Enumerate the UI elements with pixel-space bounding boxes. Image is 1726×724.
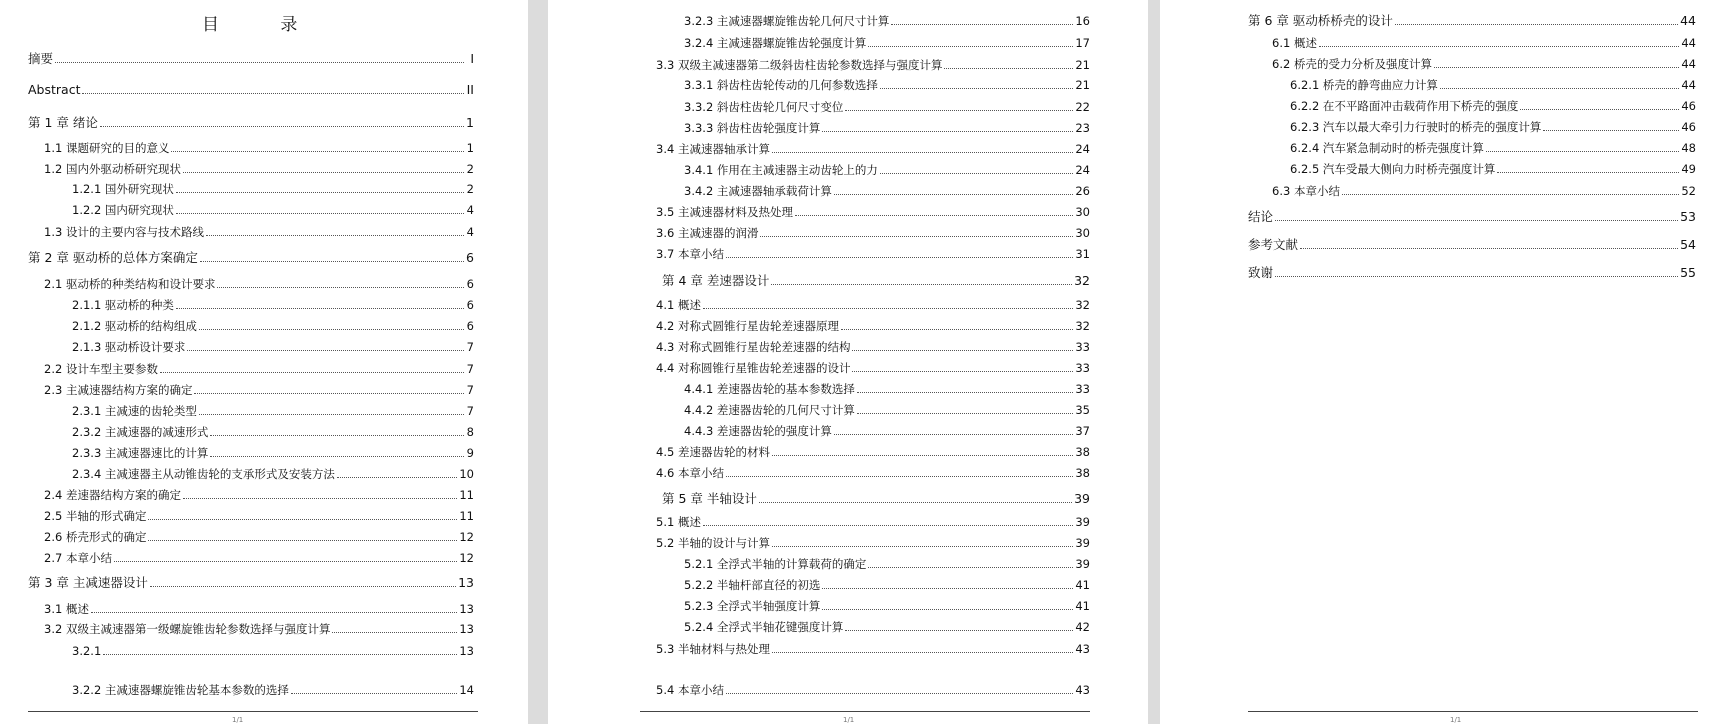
dot-leader — [210, 456, 464, 457]
toc-entry-page-number: 26 — [1075, 184, 1090, 198]
toc-entry-title: 3.3.3 斜齿柱齿轮强度计算 — [684, 121, 821, 135]
toc-entry-title: 6.3 本章小结 — [1272, 184, 1340, 198]
toc-entry[interactable] — [28, 114, 474, 132]
toc-entry-page-number: 9 — [466, 446, 474, 460]
toc-entry-page-number: I — [470, 51, 474, 66]
dot-leader — [944, 68, 1073, 69]
dot-leader — [199, 329, 464, 330]
dot-leader — [176, 192, 464, 193]
page-bottom-rule — [1248, 711, 1698, 712]
dot-leader — [880, 88, 1073, 89]
dot-leader — [822, 609, 1073, 610]
toc-entry-page-number: 7 — [466, 404, 474, 418]
toc-entry-page-number: 32 — [1075, 319, 1090, 333]
toc-entry[interactable] — [1248, 12, 1696, 30]
toc-entry-title: 6.2.5 汽车受最大侧向力时桥壳强度计算 — [1290, 162, 1496, 176]
toc-entry-page-number: 23 — [1075, 121, 1090, 135]
toc-entry-page-number: 38 — [1075, 466, 1090, 480]
toc-entry-title: 第 6 章 驱动桥桥壳的设计 — [1248, 13, 1393, 28]
toc-entry[interactable] — [1290, 118, 1696, 136]
toc-entry-page-number: 7 — [466, 362, 474, 376]
dot-leader — [841, 329, 1073, 330]
dot-leader — [200, 261, 464, 262]
toc-entry[interactable] — [44, 507, 474, 525]
toc-page-1 — [0, 0, 528, 724]
toc-entry-page-number: 43 — [1075, 683, 1090, 697]
toc-entry[interactable] — [684, 597, 1090, 615]
toc-entry-page-number: 13 — [459, 644, 474, 658]
dot-leader — [772, 152, 1073, 153]
toc-entry-page-number: 42 — [1075, 620, 1090, 634]
toc-entry-title: 3.2.3 主减速器螺旋锥齿轮几何尺寸计算 — [684, 14, 890, 28]
toc-entry-page-number: 39 — [1075, 536, 1090, 550]
dot-leader — [199, 414, 464, 415]
toc-entry-title: 2.3.1 主减速的齿轮类型 — [72, 404, 197, 418]
toc-entry[interactable] — [44, 600, 474, 618]
toc-entry-page-number: 46 — [1681, 99, 1696, 113]
toc-entry[interactable] — [28, 574, 474, 592]
toc-entry[interactable] — [1290, 76, 1696, 94]
toc-entry[interactable] — [656, 681, 1090, 699]
dot-leader — [1440, 88, 1679, 89]
dot-leader — [1520, 109, 1679, 110]
toc-entry[interactable] — [684, 422, 1090, 440]
dot-leader — [845, 110, 1073, 111]
toc-entry[interactable] — [684, 34, 1090, 52]
toc-entry-title: 4.1 概述 — [656, 298, 701, 312]
toc-entry-title: 3.3.2 斜齿柱齿轮几何尺寸变位 — [684, 100, 844, 114]
toc-entry[interactable] — [72, 423, 474, 441]
dot-leader — [1275, 220, 1678, 221]
dot-leader — [217, 287, 464, 288]
toc-entry[interactable] — [656, 640, 1090, 658]
dot-leader — [852, 371, 1073, 372]
dot-leader — [760, 236, 1073, 237]
toc-entry-title: 6.1 概述 — [1272, 36, 1317, 50]
toc-entry[interactable] — [1248, 264, 1696, 282]
dot-leader — [834, 434, 1073, 435]
toc-entry-title: 1.2.2 国内研究现状 — [72, 203, 174, 217]
dot-leader — [1275, 276, 1678, 277]
toc-entry-page-number: 6 — [466, 277, 474, 291]
dot-leader — [171, 151, 464, 152]
toc-entry-page-number: 2 — [466, 182, 474, 196]
toc-entry-title: 4.5 差速器齿轮的材料 — [656, 445, 770, 459]
toc-entry-title: 3.4.1 作用在主减速器主动齿轮上的力 — [684, 163, 878, 177]
toc-entry-page-number: 30 — [1075, 226, 1090, 240]
toc-entry[interactable] — [44, 549, 474, 567]
toc-entry-title: 3.4 主减速器轴承计算 — [656, 142, 770, 156]
toc-entry-page-number: 44 — [1681, 78, 1696, 92]
toc-page-2 — [548, 0, 1148, 724]
toc-entry-title: 3.6 主减速器的润滑 — [656, 226, 759, 240]
dot-leader — [114, 561, 457, 562]
toc-entry-title: 2.2 设计车型主要参数 — [44, 362, 158, 376]
page-footer: 1/1 — [843, 716, 855, 724]
dot-leader — [703, 525, 1073, 526]
toc-entry-page-number: 13 — [459, 602, 474, 616]
toc-entry[interactable] — [684, 618, 1090, 636]
toc-entry-title: 6.2.3 汽车以最大牵引力行驶时的桥壳的强度计算 — [1290, 120, 1542, 134]
dot-leader — [795, 215, 1073, 216]
toc-entry[interactable] — [656, 140, 1090, 158]
toc-entry-page-number: 12 — [459, 530, 474, 544]
toc-entry-page-number: 44 — [1681, 57, 1696, 71]
toc-entry-page-number: 14 — [459, 683, 474, 697]
toc-entry-title: 1.2 国内外驱动桥研究现状 — [44, 162, 181, 176]
dot-leader — [176, 308, 464, 309]
toc-entry-title: 2.1.1 驱动桥的种类 — [72, 298, 174, 312]
toc-entry[interactable] — [1248, 236, 1696, 254]
toc-entry-title: 结论 — [1248, 209, 1274, 224]
toc-entry-title: 1.2.1 国外研究现状 — [72, 182, 174, 196]
toc-entry[interactable] — [656, 224, 1090, 242]
dot-leader — [103, 654, 457, 655]
toc-entry-page-number: 13 — [459, 622, 474, 636]
toc-entry[interactable] — [44, 528, 474, 546]
toc-entry[interactable] — [72, 317, 474, 335]
toc-entry-title: 2.1 驱动桥的种类结构和设计要求 — [44, 277, 216, 291]
toc-entry-page-number: 1 — [466, 141, 474, 155]
toc-entry-title: 3.2.4 主减速器螺旋锥齿轮强度计算 — [684, 36, 867, 50]
toc-entry-title: Abstract — [28, 82, 81, 97]
toc-entry-title: 摘要 — [28, 51, 54, 66]
toc-entry[interactable] — [656, 443, 1090, 461]
toc-entry[interactable] — [656, 534, 1090, 552]
toc-entry[interactable] — [72, 201, 474, 219]
toc-entry[interactable] — [1272, 34, 1696, 52]
toc-entry-title: 1.1 课题研究的目的意义 — [44, 141, 170, 155]
toc-entry-page-number: 54 — [1680, 237, 1696, 252]
toc-entry-title: 5.2.2 半轴杆部直径的初选 — [684, 578, 821, 592]
toc-entry[interactable] — [72, 402, 474, 420]
toc-entry-page-number: 33 — [1075, 340, 1090, 354]
toc-entry-title: 4.6 本章小结 — [656, 466, 724, 480]
toc-entry-title: 4.3 对称式圆锥行星齿轮差速器的结构 — [656, 340, 851, 354]
toc-entry-title: 第 5 章 半轴设计 — [662, 491, 757, 506]
dot-leader — [337, 477, 457, 478]
toc-entry[interactable] — [1290, 97, 1696, 115]
toc-entry-page-number: 24 — [1075, 163, 1090, 177]
toc-entry-page-number: 21 — [1075, 58, 1090, 72]
page-footer: 1/1 — [1450, 716, 1462, 724]
toc-entry-page-number: 37 — [1075, 424, 1090, 438]
toc-entry-page-number: 16 — [1075, 14, 1090, 28]
dot-leader — [55, 62, 464, 63]
dot-leader — [857, 392, 1073, 393]
toc-entry-title: 5.2.4 全浮式半轴花键强度计算 — [684, 620, 844, 634]
toc-entry-title: 6.2.2 在不平路面冲击载荷作用下桥壳的强度 — [1290, 99, 1519, 113]
toc-entry-page-number: 52 — [1681, 184, 1696, 198]
toc-entry-title: 3.4.2 主减速器轴承载荷计算 — [684, 184, 832, 198]
dot-leader — [148, 540, 457, 541]
dot-leader — [822, 131, 1073, 132]
toc-entry[interactable] — [684, 401, 1090, 419]
toc-entry-title: 4.4.1 差速器齿轮的基本参数选择 — [684, 382, 855, 396]
toc-entry[interactable] — [44, 486, 474, 504]
dot-leader — [772, 652, 1073, 653]
toc-entry-title: 6.2.1 桥壳的静弯曲应力计算 — [1290, 78, 1438, 92]
dot-leader — [148, 519, 457, 520]
toc-entry[interactable] — [28, 50, 474, 68]
toc-entry-page-number: 1 — [466, 115, 474, 130]
toc-entry-title: 2.3.2 主减速器的减速形式 — [72, 425, 209, 439]
toc-entry[interactable] — [72, 681, 474, 699]
toc-entry-title: 2.7 本章小结 — [44, 551, 112, 565]
toc-entry-page-number: 46 — [1681, 120, 1696, 134]
toc-entry[interactable] — [656, 513, 1090, 531]
toc-entry[interactable] — [44, 139, 474, 157]
toc-page-3 — [1160, 0, 1726, 724]
dot-leader — [82, 93, 464, 94]
dot-leader — [187, 350, 464, 351]
dot-leader — [1486, 151, 1679, 152]
toc-entry-title: 5.1 概述 — [656, 515, 701, 529]
toc-entry-page-number: 2 — [466, 162, 474, 176]
toc-entry[interactable] — [656, 245, 1090, 263]
toc-entry[interactable] — [662, 490, 1090, 508]
toc-entry-page-number: 13 — [458, 575, 474, 590]
toc-entry[interactable] — [1290, 139, 1696, 157]
toc-entry-page-number: 4 — [466, 203, 474, 217]
toc-entry[interactable] — [662, 272, 1090, 290]
toc-entry-title: 2.1.2 驱动桥的结构组成 — [72, 319, 197, 333]
toc-entry-title: 第 4 章 差速器设计 — [662, 273, 770, 288]
toc-entry[interactable] — [72, 465, 474, 483]
toc-entry[interactable] — [28, 81, 474, 99]
toc-entry-page-number: 24 — [1075, 142, 1090, 156]
toc-entry-title: 1.3 设计的主要内容与技术路线 — [44, 225, 204, 239]
toc-entry[interactable] — [72, 180, 474, 198]
toc-entry-title: 4.4 对称圆锥行星锥齿轮差速器的设计 — [656, 361, 851, 375]
dot-leader — [210, 435, 464, 436]
dot-leader — [726, 476, 1073, 477]
toc-entry[interactable] — [684, 182, 1090, 200]
toc-entry-page-number: 11 — [459, 509, 474, 523]
dot-leader — [1543, 130, 1679, 131]
toc-entry-title: 第 1 章 绪论 — [28, 115, 98, 130]
toc-entry-title: 3.3.1 斜齿柱齿轮传动的几何参数选择 — [684, 78, 878, 92]
toc-entry-page-number: 55 — [1680, 265, 1696, 280]
toc-entry-title: 4.4.2 差速器齿轮的几何尺寸计算 — [684, 403, 855, 417]
toc-entry-title: 3.1 概述 — [44, 602, 89, 616]
toc-entry[interactable] — [72, 296, 474, 314]
toc-entry-title: 5.4 本章小结 — [656, 683, 724, 697]
toc-entry-page-number: 17 — [1075, 36, 1090, 50]
page-bottom-rule — [640, 711, 1090, 712]
toc-entry[interactable] — [656, 317, 1090, 335]
dot-leader — [1497, 172, 1679, 173]
toc-entry-page-number: 33 — [1075, 382, 1090, 396]
toc-entry[interactable] — [684, 119, 1090, 137]
toc-entry-page-number: 44 — [1680, 13, 1696, 28]
dot-leader — [91, 612, 457, 613]
dot-leader — [332, 632, 457, 633]
toc-entry-page-number: 21 — [1075, 78, 1090, 92]
dot-leader — [771, 284, 1072, 285]
dot-leader — [772, 455, 1073, 456]
toc-entry-page-number: 31 — [1075, 247, 1090, 261]
toc-entry[interactable] — [44, 360, 474, 378]
toc-entry-page-number: 6 — [466, 319, 474, 333]
toc-entry[interactable] — [1248, 208, 1696, 226]
toc-entry[interactable] — [656, 338, 1090, 356]
dot-leader — [822, 588, 1073, 589]
dot-leader — [183, 172, 464, 173]
dot-leader — [759, 502, 1072, 503]
toc-entry-title: 致谢 — [1248, 265, 1274, 280]
dot-leader — [150, 586, 456, 587]
toc-entry-page-number: 39 — [1074, 491, 1090, 506]
toc-entry-page-number: 12 — [459, 551, 474, 565]
toc-entry[interactable] — [684, 12, 1090, 30]
toc-entry-page-number: 44 — [1681, 36, 1696, 50]
dot-leader — [880, 173, 1073, 174]
toc-entry-page-number: 11 — [459, 488, 474, 502]
toc-entry-page-number: 39 — [1075, 557, 1090, 571]
dot-leader — [845, 630, 1073, 631]
toc-entry-page-number: 7 — [466, 340, 474, 354]
dot-leader — [1300, 248, 1678, 249]
toc-entry[interactable] — [684, 576, 1090, 594]
toc-entry-page-number: 4 — [466, 225, 474, 239]
dot-leader — [1395, 24, 1678, 25]
toc-entry[interactable] — [656, 359, 1090, 377]
toc-entry[interactable] — [72, 444, 474, 462]
toc-entry-title: 2.3.3 主减速器速比的计算 — [72, 446, 209, 460]
toc-entry-page-number: 33 — [1075, 361, 1090, 375]
dot-leader — [891, 24, 1073, 25]
dot-leader — [834, 194, 1073, 195]
toc-entry-page-number: 48 — [1681, 141, 1696, 155]
toc-entry[interactable] — [44, 620, 474, 638]
toc-entry-title: 2.1.3 驱动桥设计要求 — [72, 340, 186, 354]
toc-entry[interactable] — [656, 464, 1090, 482]
toc-entry-title: 4.4.3 差速器齿轮的强度计算 — [684, 424, 832, 438]
toc-entry-title: 5.2 半轴的设计与计算 — [656, 536, 770, 550]
toc-entry[interactable] — [1272, 182, 1696, 200]
toc-entry-page-number: 38 — [1075, 445, 1090, 459]
toc-entry-title: 3.3 双级主减速器第二级斜齿柱齿轮参数选择与强度计算 — [656, 58, 943, 72]
toc-entry[interactable] — [28, 249, 474, 267]
toc-entry-title: 2.6 桥壳形式的确定 — [44, 530, 147, 544]
dot-leader — [726, 257, 1073, 258]
toc-entry[interactable] — [72, 642, 474, 660]
toc-entry-title: 5.2.3 全浮式半轴强度计算 — [684, 599, 821, 613]
toc-entry[interactable] — [44, 223, 474, 241]
toc-entry-title: 6.2 桥壳的受力分析及强度计算 — [1272, 57, 1432, 71]
toc-entry-title: 5.2.1 全浮式半轴的计算载荷的确定 — [684, 557, 867, 571]
toc-entry-title: 第 3 章 主减速器设计 — [28, 575, 148, 590]
dot-leader — [160, 372, 464, 373]
toc-entry-page-number: 49 — [1681, 162, 1696, 176]
toc-entry-title: 4.2 对称式圆锥行星齿轮差速器原理 — [656, 319, 839, 333]
toc-entry[interactable] — [656, 56, 1090, 74]
toc-entry-page-number: II — [466, 82, 474, 97]
dot-leader — [1434, 67, 1679, 68]
dot-leader — [176, 213, 464, 214]
toc-entry-page-number: 53 — [1680, 209, 1696, 224]
page-footer: 1/1 — [232, 716, 244, 724]
toc-entry[interactable] — [44, 275, 474, 293]
dot-leader — [868, 46, 1073, 47]
toc-entry[interactable] — [44, 381, 474, 399]
toc-entry-title: 3.7 本章小结 — [656, 247, 724, 261]
toc-entry[interactable] — [656, 296, 1090, 314]
toc-entry-title: 5.3 半轴材料与热处理 — [656, 642, 770, 656]
toc-entry-page-number: 10 — [459, 467, 474, 481]
dot-leader — [857, 413, 1073, 414]
toc-entry[interactable] — [684, 555, 1090, 573]
dot-leader — [206, 235, 464, 236]
dot-leader — [1342, 194, 1679, 195]
toc-entry[interactable] — [684, 98, 1090, 116]
toc-entry-page-number: 32 — [1075, 298, 1090, 312]
dot-leader — [726, 693, 1073, 694]
toc-entry[interactable] — [44, 160, 474, 178]
dot-leader — [1319, 46, 1679, 47]
toc-entry-title: 2.3.4 主减速器主从动锥齿轮的支承形式及安装方法 — [72, 467, 335, 481]
toc-entry-page-number: 8 — [466, 425, 474, 439]
toc-entry-title: 3.2.1 — [72, 644, 102, 658]
toc-entry-page-number: 41 — [1075, 578, 1090, 592]
toc-entry-page-number: 6 — [466, 250, 474, 265]
toc-entry-title: 参考文献 — [1248, 237, 1299, 252]
toc-entry-title: 2.4 差速器结构方案的确定 — [44, 488, 181, 502]
toc-entry-title: 3.2 双级主减速器第一级螺旋锥齿轮参数选择与强度计算 — [44, 622, 331, 636]
toc-entry-title: 3.5 主减速器材料及热处理 — [656, 205, 793, 219]
toc-entry-page-number: 22 — [1075, 100, 1090, 114]
dot-leader — [291, 693, 457, 694]
toc-entry-page-number: 6 — [466, 298, 474, 312]
toc-entry[interactable] — [684, 76, 1090, 94]
page-bottom-rule — [28, 711, 478, 712]
dot-leader — [183, 498, 457, 499]
dot-leader — [772, 546, 1073, 547]
toc-entry[interactable] — [656, 203, 1090, 221]
dot-leader — [703, 308, 1073, 309]
toc-entry[interactable] — [684, 380, 1090, 398]
toc-entry-title: 3.2.2 主减速器螺旋锥齿轮基本参数的选择 — [72, 683, 289, 697]
toc-entry[interactable] — [1272, 55, 1696, 73]
toc-entry[interactable] — [1290, 160, 1696, 178]
dot-leader — [868, 567, 1073, 568]
toc-entry-title: 2.3 主减速器结构方案的确定 — [44, 383, 193, 397]
toc-entry-page-number: 30 — [1075, 205, 1090, 219]
toc-entry[interactable] — [684, 161, 1090, 179]
toc-entry-page-number: 39 — [1075, 515, 1090, 529]
toc-entry-page-number: 35 — [1075, 403, 1090, 417]
dot-leader — [194, 393, 464, 394]
toc-entry[interactable] — [72, 338, 474, 356]
toc-entry-page-number: 43 — [1075, 642, 1090, 656]
toc-entry-title: 第 2 章 驱动桥的总体方案确定 — [28, 250, 198, 265]
toc-title: 目 录 — [202, 15, 326, 35]
toc-entry-page-number: 32 — [1074, 273, 1090, 288]
dot-leader — [100, 126, 464, 127]
dot-leader — [852, 350, 1073, 351]
toc-entry-title: 6.2.4 汽车紧急制动时的桥壳强度计算 — [1290, 141, 1484, 155]
toc-entry-page-number: 7 — [466, 383, 474, 397]
toc-entry-page-number: 41 — [1075, 599, 1090, 613]
toc-entry-title: 2.5 半轴的形式确定 — [44, 509, 147, 523]
